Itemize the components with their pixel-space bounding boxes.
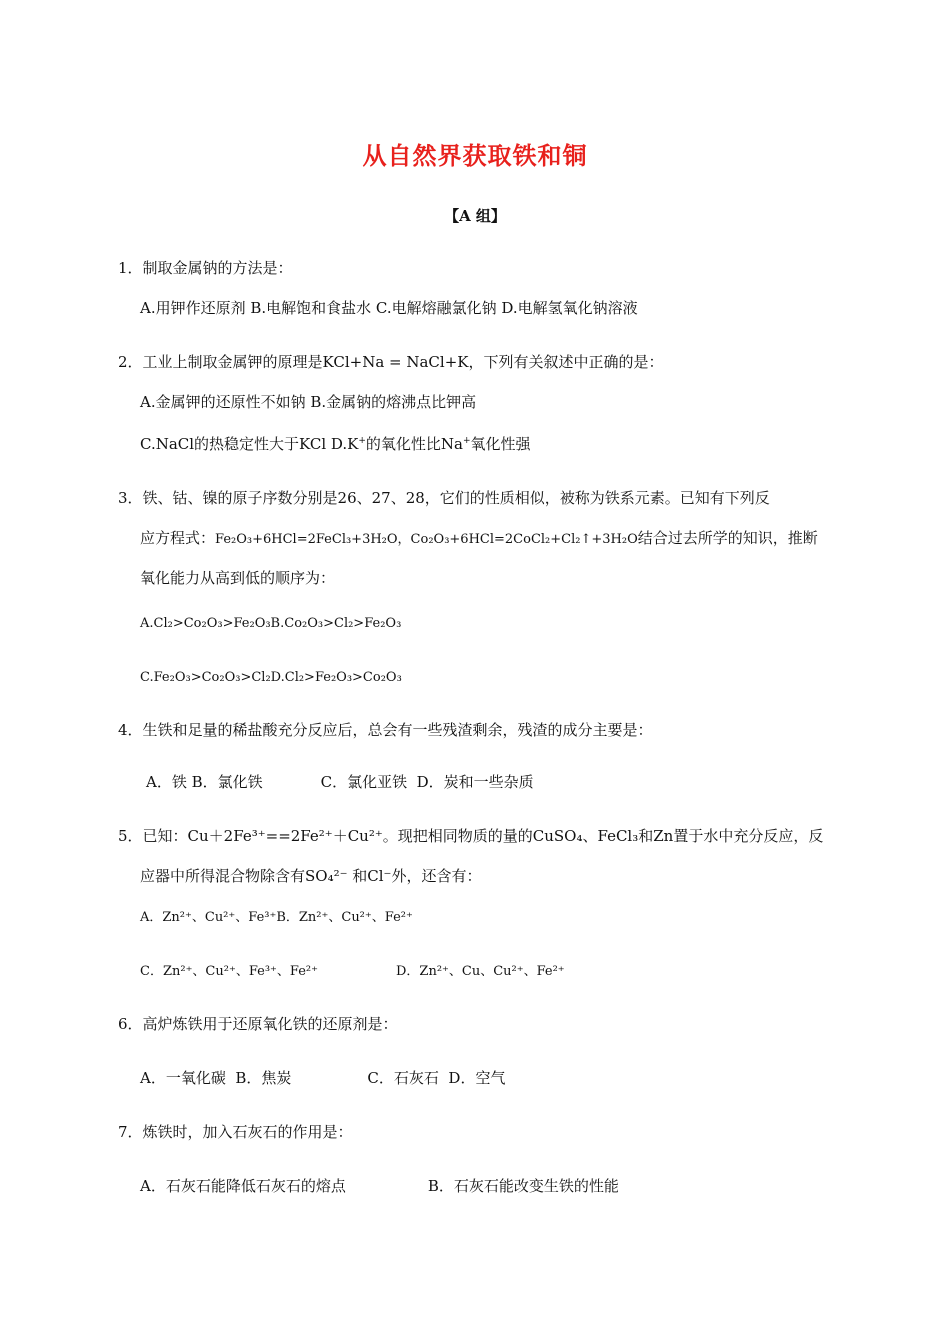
question-3-equations: Fe₂O₃+6HCl=2FeCl₃+3H₂O，Co₂O₃+6HCl=2CoCl₂+Cl₂↑+3H₂O	[215, 532, 638, 547]
question-2-stem: 2．工业上制取金属钾的原理是KCl+Na = NaCl+K，下列有关叙述中正确的是：	[118, 353, 664, 371]
question-3-stem-line-1: 3．铁、钴、镍的原子序数分别是26、27、28，它们的性质相似，被称为铁系元素。已知有下列反	[118, 489, 770, 507]
question-1-options: A.用钾作还原剂 B.电解饱和食盐水 C.电解熔融氯化钠 D.电解氢氧化钠溶液	[140, 299, 638, 317]
question-3-options-cd: C.Fe₂O₃>Co₂O₃>Cl₂D.Cl₂>Fe₂O₃>Co₂O₃	[140, 670, 402, 685]
question-1-stem: 1．制取金属钠的方法是：	[118, 259, 293, 277]
question-4-stem: 4．生铁和足量的稀盐酸充分反应后，总会有一些残渣剩余，残渣的成分主要是：	[118, 721, 653, 739]
document-title: 从自然界获取铁和铜	[362, 141, 588, 170]
question-3-stem-line-3: 氧化能力从高到低的顺序为：	[140, 569, 336, 587]
question-3-options-ab: A.Cl₂>Co₂O₃>Fe₂O₃B.Co₂O₃>Cl₂>Fe₂O₃	[140, 616, 402, 631]
question-7-stem: 7．炼铁时，加入石灰石的作用是：	[118, 1123, 353, 1141]
question-5-stem-line-1: 5．已知：Cu＋2Fe³⁺==2Fe²⁺＋Cu²⁺。现把相同物质的量的CuSO₄、FeCl₃和Zn置于水中充分反应，反	[118, 827, 824, 845]
question-2-options-ab: A.金属钾的还原性不如钠 B.金属钠的熔沸点比钾高	[140, 393, 477, 411]
question-6-options: A．一氧化碳 B．焦炭 C．石灰石 D．空气	[140, 1069, 506, 1087]
question-2-options-cd: C.NaCl的热稳定性大于KCl D.K+的氧化性比Na+氧化性强	[140, 435, 531, 453]
question-3-stem-line-2: 应方程式：Fe₂O₃+6HCl=2FeCl₃+3H₂O，Co₂O₃+6HCl=2CoCl₂+Cl₂↑+3H₂O结合过去所学的知识，推断	[140, 529, 818, 547]
question-5-options-cd: C．Zn²⁺、Cu²⁺、Fe³⁺、Fe²⁺ D．Zn²⁺、Cu、Cu²⁺、Fe²⁺	[140, 964, 565, 979]
question-7-options: A．石灰石能降低石灰石的熔点 B．石灰石能改变生铁的性能	[140, 1177, 619, 1195]
question-5-options-ab: A．Zn²⁺、Cu²⁺、Fe³⁺B．Zn²⁺、Cu²⁺、Fe²⁺	[140, 910, 413, 925]
question-5-stem-line-2: 应器中所得混合物除含有SO₄²⁻ 和Cl⁻外，还含有：	[140, 867, 482, 885]
question-6-stem: 6．高炉炼铁用于还原氧化铁的还原剂是：	[118, 1015, 398, 1033]
question-4-options: A．铁 B．氯化铁 C．氯化亚铁 D．炭和一些杂质	[146, 773, 534, 791]
group-heading: 【A 组】	[444, 207, 506, 225]
